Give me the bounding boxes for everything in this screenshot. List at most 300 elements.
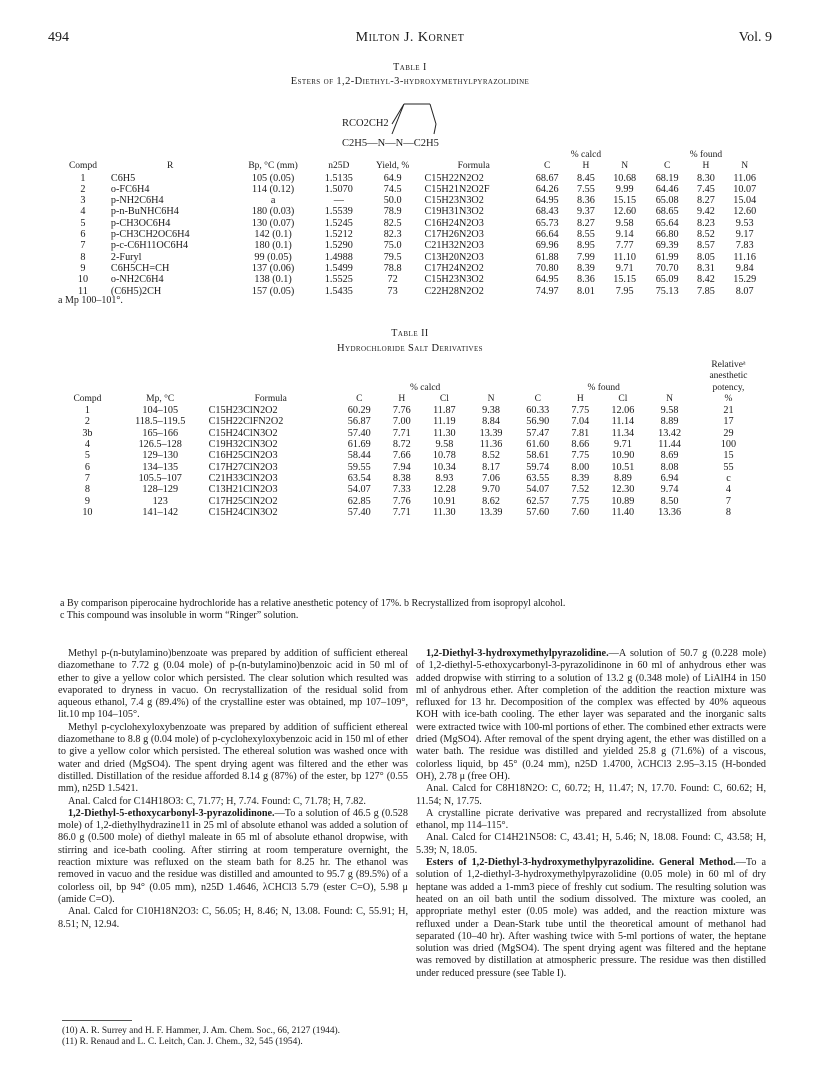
- table2-cell: 11.87: [433, 405, 456, 417]
- table1-cell: C19H31N3O2: [424, 206, 484, 218]
- table2-cell: 9.58: [660, 405, 679, 417]
- table1-cell: 8.27: [696, 195, 715, 207]
- table2-cell: 11.36: [479, 439, 503, 451]
- table1-cell: 180 (0.03): [251, 206, 295, 218]
- table1-cell: C21H32N2O3: [424, 240, 484, 252]
- table2-cell: 9.38: [482, 405, 500, 417]
- table1-cell: 11: [78, 285, 88, 297]
- table1-col-header: Yield, %: [375, 161, 410, 172]
- table1-cell: 10.07: [733, 183, 757, 195]
- paragraph-text: Anal. Calcd for C14H21N5O8: C, 43.41; H, 5.46; N, 18.08. Found: C, 43.58; H, 5.39; N, 18.05.: [416, 832, 766, 856]
- table2-cell: 10.90: [611, 450, 635, 462]
- table1-cell: 68.65: [655, 206, 679, 218]
- paragraph-text: —A solution of 50.7 g (0.228 mole) of 1,2-diethyl-5-ethoxycarbonyl-3-pyrazolidinone in 60 ml of anhydrous ether was added dropwise with stirring to a solution of 13.2 g (0.348 mole) of LiAlH4 in 150 ml of anhydrous ether. After completion of the addition the reaction mixture was refluxed for 13 hr. Decomposition of the complex was effected by 40% aqueous KOH with ice-bath cooling. The ether layer was separated and the inorganic salts were extracted twice with 100-ml portions of ether. The combined ether extracts were dried (MgSO4). After removal of the spent drying agent, the ether was distilled on a water bath. The residue was distilled and yielded 25.8 g (71.6%) of a viscous, colorless liquid, bp 45° (0.24 mm), n25D 1.4700, λCHCl3 2.95–3.15 (H-bonded OH), 2.78 μ (free OH).: [416, 648, 766, 782]
- table2-footnote-a: a By comparison piperocaine hydrochloride has a relative anesthetic potency of 17%. b Recrystallized from isopropyl alcohol.: [60, 598, 566, 609]
- table2-cell: 8.66: [571, 439, 590, 451]
- table2-row: [60, 416, 764, 427]
- footnote-rule: [62, 1020, 132, 1021]
- table1-cell: 9: [80, 262, 86, 274]
- table2-cell: 126.5–128: [138, 439, 182, 451]
- table1-cell: 180 (0.1): [254, 240, 292, 252]
- table1-cell: 79.5: [383, 251, 402, 263]
- table1-cell: 1.5135: [324, 172, 353, 184]
- table2-cell: 11.30: [433, 506, 456, 518]
- table2-cell: 7.60: [571, 506, 590, 518]
- table1-cell: 74.5: [383, 183, 402, 195]
- table1-cell: 1.5435: [324, 285, 353, 297]
- table2-row: [60, 450, 764, 461]
- table2-cell: 9: [84, 495, 90, 507]
- table2-cell: 11.14: [611, 416, 635, 428]
- table1-cell: 68.43: [535, 206, 559, 218]
- table2-cell: 6: [84, 461, 90, 473]
- table2-col-header: C: [534, 393, 541, 404]
- table2-cell: 62.57: [526, 495, 550, 507]
- table2-cell: 7.81: [571, 427, 590, 439]
- table2-cell: 11.34: [611, 427, 635, 439]
- table1-col-header: R: [166, 161, 174, 172]
- table1-cell: 65.09: [655, 274, 679, 286]
- table1-cell: 8.39: [577, 262, 595, 274]
- table2-cell: 60.29: [347, 405, 371, 417]
- table2-cell: 4: [84, 439, 90, 451]
- table2-cell: 7.66: [392, 450, 411, 462]
- table2-cell: 8.39: [571, 472, 590, 484]
- table1-cell: 138 (0.1): [254, 274, 292, 286]
- table1-cell: 50.0: [383, 195, 402, 207]
- table1-cell: 74.97: [535, 285, 559, 297]
- table2-cell: 8.69: [660, 450, 679, 462]
- table2-cell: C15H22ClFN2O2: [208, 416, 284, 428]
- paragraph-text: Anal. Calcd for C8H18N2O: C, 60.72; H, 11.47; N, 17.70. Found: C, 60.62; H, 11.54; N, 17.75.: [416, 783, 766, 807]
- table2-cell: 57.40: [347, 427, 371, 439]
- paragraph-text: Methyl p-cyclohexyloxybenzoate was prepared by addition of sufficient ethereal diazomethane to 8.8 g (0.04 mole) of p-cyclohexyloxybenzoic acid in 150 ml of ether to give a yellow color which persisted. The ethereal solution was washed once with water and dried (MgSO4). The spent drying agent was filtered and the ether was distilled. Distillation of the residue afforded 8.14 g (87%) of the ester, bp 127° (0.55 mm), n25D 1.5421.: [58, 721, 408, 795]
- body-paragraph: [416, 808, 766, 833]
- table2-cell: C15H24ClN3O2: [208, 427, 278, 439]
- table1-cell: 64.95: [535, 274, 559, 286]
- table2-cell: 7.00: [392, 416, 411, 428]
- table2-col-header: N: [487, 393, 495, 404]
- table2-calcd-group: % calcd: [409, 382, 441, 393]
- table2-row: [60, 484, 764, 495]
- table1-col-header: Formula: [457, 161, 490, 172]
- table2-cell: C16H25ClN2O3: [208, 450, 278, 462]
- table2-cell: 8.89: [660, 416, 679, 428]
- table2-cell: 100: [720, 439, 737, 451]
- table1-cell: 1.5499: [324, 262, 353, 274]
- volume-label: Vol. 9: [738, 30, 772, 45]
- table1-cell: C22H28N2O2: [424, 285, 484, 297]
- table2-cell: C21H33ClN2O3: [208, 472, 278, 484]
- references: [62, 1026, 340, 1048]
- table1-cell: 2: [80, 183, 86, 195]
- table1-cell: 6: [80, 229, 86, 241]
- table1-row: [58, 218, 766, 229]
- table2-cell: 59.74: [526, 461, 550, 473]
- table1-cell: C13H20N2O3: [424, 251, 484, 263]
- table2-cell: 7.76: [392, 405, 411, 417]
- table2-cell: 58.61: [526, 450, 550, 462]
- table2-cell: 10.78: [432, 450, 456, 462]
- table2-cell: 12.06: [611, 405, 635, 417]
- table2-cell: 63.55: [526, 472, 550, 484]
- table2-cell: 105.5–107: [138, 472, 182, 484]
- table1-cell: o-NH2C6H4: [110, 274, 164, 286]
- table2-caption: Table II: [391, 328, 429, 339]
- table1-cell: 12.60: [613, 206, 637, 218]
- table2-cell: 7.52: [571, 484, 590, 496]
- table1-cell: 142 (0.1): [254, 229, 292, 241]
- table2-col-header: Compd: [73, 393, 102, 404]
- table2-cell: 6.94: [660, 472, 679, 484]
- table2-cell: 3b: [82, 427, 93, 439]
- table1-cell: 1.5070: [324, 183, 353, 195]
- table1-cell: 1.5212: [324, 229, 353, 241]
- table1-cell: 75.13: [655, 285, 679, 297]
- table1-cell: 61.99: [655, 251, 679, 263]
- table2-cell: 9.74: [660, 484, 679, 496]
- table2-cell: 9.71: [613, 439, 632, 451]
- table2-cell: 123: [152, 495, 168, 507]
- table1-cell: 1.5245: [324, 217, 353, 229]
- table1-cell: 7.99: [577, 251, 595, 263]
- table1-col-header: n25D: [328, 161, 350, 172]
- table2-cell: 7.06: [482, 472, 500, 484]
- table2-cell: 8.17: [482, 461, 500, 473]
- paragraph-text: Anal. Calcd for C10H18N2O3: C, 56.05; H, 8.46; N, 13.08. Found: C, 55.91; H, 8.51; N, 12.94.: [58, 906, 408, 930]
- table1-col-header: C: [544, 161, 551, 172]
- table2-cell: 7.33: [392, 484, 411, 496]
- structure-chain-label: C2H5—N—N—C2H5: [342, 138, 439, 149]
- table2-cell: 7: [84, 472, 90, 484]
- table1-cell: 66.80: [655, 229, 679, 241]
- table2-cell: 9.70: [482, 484, 500, 496]
- table1-caption: Table I: [393, 62, 427, 73]
- table2-cell: 8.62: [482, 495, 500, 507]
- table2-relative-header-2: [60, 371, 764, 382]
- body-paragraph: [58, 648, 408, 722]
- table1-cell: p-c-C6H11OC6H4: [110, 240, 189, 252]
- table2-cell: 63.54: [347, 472, 371, 484]
- table1-cell: 11.10: [613, 251, 636, 263]
- table1-cell: 66.64: [535, 229, 559, 241]
- paragraph-heading: 1,2-Diethyl-3-hydroxymethylpyrazolidine.: [426, 648, 609, 659]
- table1-cell: 9.53: [735, 217, 754, 229]
- table2-cell: 7.76: [392, 495, 411, 507]
- table2-footnote-c: c This compound was insoluble in worm “Ringer” solution.: [60, 610, 299, 621]
- table1-cell: 1.5525: [324, 274, 353, 286]
- table1-cell: C15H23N3O2: [424, 195, 484, 207]
- table1-cell: 10: [77, 274, 89, 286]
- table1-cell: 8.05: [696, 251, 715, 263]
- table1-cell: C17H26N2O3: [424, 229, 484, 241]
- table2-cell: 129–130: [142, 450, 179, 462]
- table2-cell: 61.69: [347, 439, 371, 451]
- page-number: 494: [48, 30, 69, 45]
- table1-row: [58, 173, 766, 184]
- table2-cell: 5: [84, 450, 90, 462]
- table2-cell: 11.44: [658, 439, 681, 451]
- table2-cell: 8: [725, 506, 731, 518]
- table2-cell: C15H23ClN2O2: [208, 405, 278, 417]
- table1-cell: 73: [387, 285, 398, 297]
- table1-col-header: H: [582, 161, 590, 172]
- table1-row: [58, 240, 766, 251]
- table2-cell: 58.44: [347, 450, 371, 462]
- table1-cell: 9.58: [615, 217, 634, 229]
- table2-cell: 7.75: [571, 450, 590, 462]
- table1-cell: 11.16: [733, 251, 756, 263]
- body-paragraph: [58, 796, 408, 808]
- table1-cell: 65.73: [535, 217, 559, 229]
- table2-cell: 56.87: [347, 416, 371, 428]
- running-header: [48, 30, 772, 50]
- table1-cell: 15.29: [733, 274, 757, 286]
- table1-cell: 8.30: [696, 172, 715, 184]
- table2-row: [60, 507, 764, 518]
- table2-cell: 8.89: [613, 472, 632, 484]
- table2-cell: 54.07: [526, 484, 550, 496]
- table2-col-header: C: [356, 393, 363, 404]
- table2-cell: 7.71: [392, 427, 411, 439]
- table2-cell: 61.60: [526, 439, 550, 451]
- table2-cell: 8.38: [392, 472, 411, 484]
- table2-cell: C17H25ClN2O2: [208, 495, 278, 507]
- table2-cell: 10.91: [432, 495, 456, 507]
- table1-cell: 1: [80, 172, 86, 184]
- table2-group-header: [60, 383, 764, 394]
- table1-cell: p-CH3OC6H4: [110, 217, 171, 229]
- table1-cell: (C6H5)2CH: [110, 285, 162, 297]
- running-title: Milton J. Kornet: [355, 30, 465, 45]
- table2-cell: 15: [723, 450, 734, 462]
- table1-col-header: C: [663, 161, 671, 172]
- table1-cell: 5: [80, 217, 86, 229]
- table1-cell: C6H5CH=CH: [110, 262, 170, 274]
- table1-cell: 130 (0.07): [251, 217, 295, 229]
- table1-cell: 8.36: [577, 274, 595, 286]
- table1-subtitle: Esters of 1,2-Diethyl-3-hydroxymethylpyrazolidine: [290, 76, 530, 87]
- table2-cell: 104–105: [142, 405, 179, 417]
- table2-cell: 21: [723, 405, 734, 417]
- table2-cell: 13.36: [658, 506, 682, 518]
- table1-cell: C17H24N2O2: [424, 262, 484, 274]
- table1-cell: 11.06: [733, 172, 756, 184]
- table1-row: [58, 184, 766, 195]
- table1-cell: C15H22N2O2: [424, 172, 484, 184]
- table1-cell: 7.95: [615, 285, 634, 297]
- table1-cell: 70.70: [655, 262, 679, 274]
- table1-cell: C15H21N2O2F: [424, 183, 490, 195]
- table1-cell: 7.83: [735, 240, 754, 252]
- table1-cell: 9.17: [735, 229, 754, 241]
- table1-cell: 65.64: [655, 217, 679, 229]
- table2-cell: 8.50: [660, 495, 679, 507]
- table1-cell: 8.57: [696, 240, 715, 252]
- table1-row: [58, 229, 766, 240]
- table2-cell: 11.30: [433, 427, 456, 439]
- table1-cell: 8: [80, 251, 86, 263]
- table2-row: [60, 473, 764, 484]
- table1-header-row: [58, 161, 766, 172]
- table2-cell: 62.85: [347, 495, 371, 507]
- table1-cell: 8.45: [577, 172, 595, 184]
- table1-group-header: [58, 150, 766, 161]
- table2-cell: 56.90: [526, 416, 550, 428]
- table2-found-group: % found: [587, 382, 620, 393]
- table2-cell: C17H27ClN2O3: [208, 461, 278, 473]
- table1-col-header: Bp, °C (mm): [248, 161, 298, 172]
- table1-cell: 1.4988: [324, 251, 353, 263]
- table2-row: [60, 405, 764, 416]
- table1-cell: 70.80: [535, 262, 559, 274]
- table2-cell: 54.07: [347, 484, 371, 496]
- table2-cell: 7.75: [571, 405, 590, 417]
- table2-cell: 10.34: [432, 461, 456, 473]
- table1-cell: 1.5290: [324, 240, 353, 252]
- table1-cell: 64.46: [655, 183, 679, 195]
- table1-row: [58, 206, 766, 217]
- table1-cell: 157 (0.05): [251, 285, 295, 297]
- table1-cell: 8.01: [577, 285, 595, 297]
- table2-cell: 2: [84, 416, 90, 428]
- body-paragraph: [416, 648, 766, 783]
- table1-cell: C15H23N3O2: [424, 274, 484, 286]
- table2-cell: 57.47: [526, 427, 550, 439]
- table2-cell: 1: [84, 405, 90, 417]
- reference-11: (11) R. Renaud and L. C. Leitch, Can. J. Chem., 32, 545 (1954).: [62, 1037, 303, 1047]
- table1-cell: 8.07: [735, 285, 754, 297]
- table1-found-group: % found: [689, 150, 723, 160]
- table2-header-row: [60, 394, 764, 405]
- table2-col-header: H: [576, 393, 584, 404]
- table1-cell: 65.08: [655, 195, 679, 207]
- table1-cell: 69.39: [655, 240, 679, 252]
- table1-cell: 75.0: [383, 240, 402, 252]
- table1-cell: 3: [80, 195, 86, 207]
- table2-cell: 12.28: [432, 484, 456, 496]
- table1-cell: 78.9: [383, 206, 402, 218]
- body-paragraph: [58, 722, 408, 796]
- table2-col-header: Cl: [618, 393, 628, 404]
- table1-cell: 8.55: [577, 229, 595, 241]
- table2-cell: 7.04: [571, 416, 590, 428]
- table2-cell: 8.84: [482, 416, 500, 428]
- table2-row: [60, 462, 764, 473]
- table1-cell: a: [270, 195, 276, 207]
- table1-cell: 8.52: [696, 229, 715, 241]
- paragraph-text: —To a solution of 1,2-diethyl-3-hydroxymethylpyrazolidine (0.05 mole) in 60 ml of dry heptane was added a 1-mm3 piece of freshly cut sodium. The resulting solution was heated on an oil bath until the sodium dissolved. The mixture was cooled, an appropriate methyl ester (0.05 mole) was added, and the reaction mixture was refluxed under a Dean-Stark tube until the theoretical amount of methanol had separated (10–40 hr). After washing twice with 5-ml portions of water, the heptane solution was dried (MgSO4). The spent drying agent was filtered and the heptane was removed by distillation at atmospheric pressure. The residue was then distilled under reduced pressure (see Table I).: [416, 857, 766, 979]
- table2-row: [60, 439, 764, 450]
- table2-cell: 13.39: [479, 506, 503, 518]
- table1-cell: 9.42: [696, 206, 715, 218]
- table2-cell: 9.58: [435, 439, 454, 451]
- table1-cell: o-FC6H4: [110, 183, 150, 195]
- table2-cell: 7.94: [392, 461, 411, 473]
- table2-cell: 8.72: [392, 439, 411, 451]
- table1-cell: 8.42: [696, 274, 715, 286]
- table1-cell: 68.19: [655, 172, 679, 184]
- body-paragraph: [416, 857, 766, 980]
- table1-cell: 61.88: [535, 251, 559, 263]
- table1-cell: 9.84: [735, 262, 754, 274]
- table2-cell: 55: [723, 461, 734, 473]
- table1-cell: 99 (0.05): [254, 251, 292, 263]
- table2-cell: 17: [723, 416, 734, 428]
- table1-cell: 105 (0.05): [251, 172, 295, 184]
- table2-cell: 13.42: [658, 427, 682, 439]
- table1-cell: 64.26: [535, 183, 559, 195]
- table1-cell: 69.96: [535, 240, 559, 252]
- table2-cell: 12.30: [611, 484, 635, 496]
- table2-row: [60, 496, 764, 507]
- paragraph-text: Methyl p-(n-butylamino)benzoate was prepared by addition of sufficient ethereal diazomethane to 7.72 g (0.04 mole) of p-(n-butylamino)benzoic acid in 50 ml of ether to give a yellow color which persisted. The clear solution which resulted was evaporated to dryness in vacuo. On recrystallization of the residual solid from aqueous ethanol, 7.4 g (89.4%) of the crystalline ester was obtained, mp 107–109°, lit.10 mp 104–105°.: [58, 648, 408, 721]
- table2-cell: 141–142: [142, 506, 179, 518]
- table2-cell: 10.51: [611, 461, 635, 473]
- table1-col-header: Compd: [68, 161, 97, 172]
- table2-col-header: Formula: [254, 393, 287, 404]
- table1-cell: 8.27: [577, 217, 595, 229]
- table1-cell: 9.71: [615, 262, 634, 274]
- body-paragraph: [416, 832, 766, 857]
- table1-cell: 1.5539: [324, 206, 353, 218]
- table2-subtitle: Hydrochloride Salt Derivatives: [337, 343, 483, 354]
- table1-cell: 137 (0.06): [251, 262, 295, 274]
- table2-cell: 11.40: [611, 506, 635, 518]
- table1-cell: 72: [387, 274, 398, 286]
- table2-cell: 10: [82, 506, 93, 518]
- table1-cell: 15.04: [733, 195, 757, 207]
- table2-cell: C13H21ClN2O3: [208, 484, 278, 496]
- table1-cell: 15.15: [613, 274, 637, 286]
- table1-cell: 68.67: [535, 172, 559, 184]
- table1-cell: 82.5: [383, 217, 402, 229]
- table1-cell: C16H24N2O3: [424, 217, 484, 229]
- body-paragraph: [58, 808, 408, 906]
- table1-row: [58, 274, 766, 285]
- table1-cell: —: [333, 195, 344, 207]
- rel-header-line: potency,: [712, 382, 745, 393]
- rel-header-line: anesthetic: [709, 371, 748, 382]
- table1-cell: 9.99: [615, 183, 634, 195]
- body-paragraph: [58, 906, 408, 931]
- table2: [60, 360, 764, 518]
- right-text-column: [416, 648, 766, 980]
- table1-cell: p-n-BuNHC6H4: [110, 206, 179, 218]
- table2-cell: 8.93: [435, 472, 454, 484]
- body-paragraph: [416, 783, 766, 808]
- table1-cell: 82.3: [383, 229, 402, 241]
- table1-cell: 9.14: [615, 229, 634, 241]
- table2-cell: 13.39: [479, 427, 503, 439]
- table1-row: [58, 252, 766, 263]
- table1-cell: 9.37: [577, 206, 595, 218]
- table2-cell: 8.00: [571, 461, 590, 473]
- table2-cell: 29: [723, 427, 734, 439]
- table2-cell: 10.89: [611, 495, 635, 507]
- table2-cell: c: [726, 472, 731, 484]
- table2-cell: 60.33: [526, 405, 550, 417]
- paragraph-text: A crystalline picrate derivative was prepared and recrystallized from absolute ethanol, mp 114–115°.: [416, 807, 766, 832]
- table2-cell: 134–135: [142, 461, 179, 473]
- table1-cell: 64.9: [383, 172, 402, 184]
- table1-cell: 10.68: [613, 172, 637, 184]
- table1-cell: 15.15: [613, 195, 637, 207]
- table2-row: [60, 428, 764, 439]
- table1-cell: C6H5: [110, 172, 136, 184]
- structure-ester-label: RCO2CH2: [342, 118, 389, 129]
- table1-calcd-group: % calcd: [570, 150, 602, 160]
